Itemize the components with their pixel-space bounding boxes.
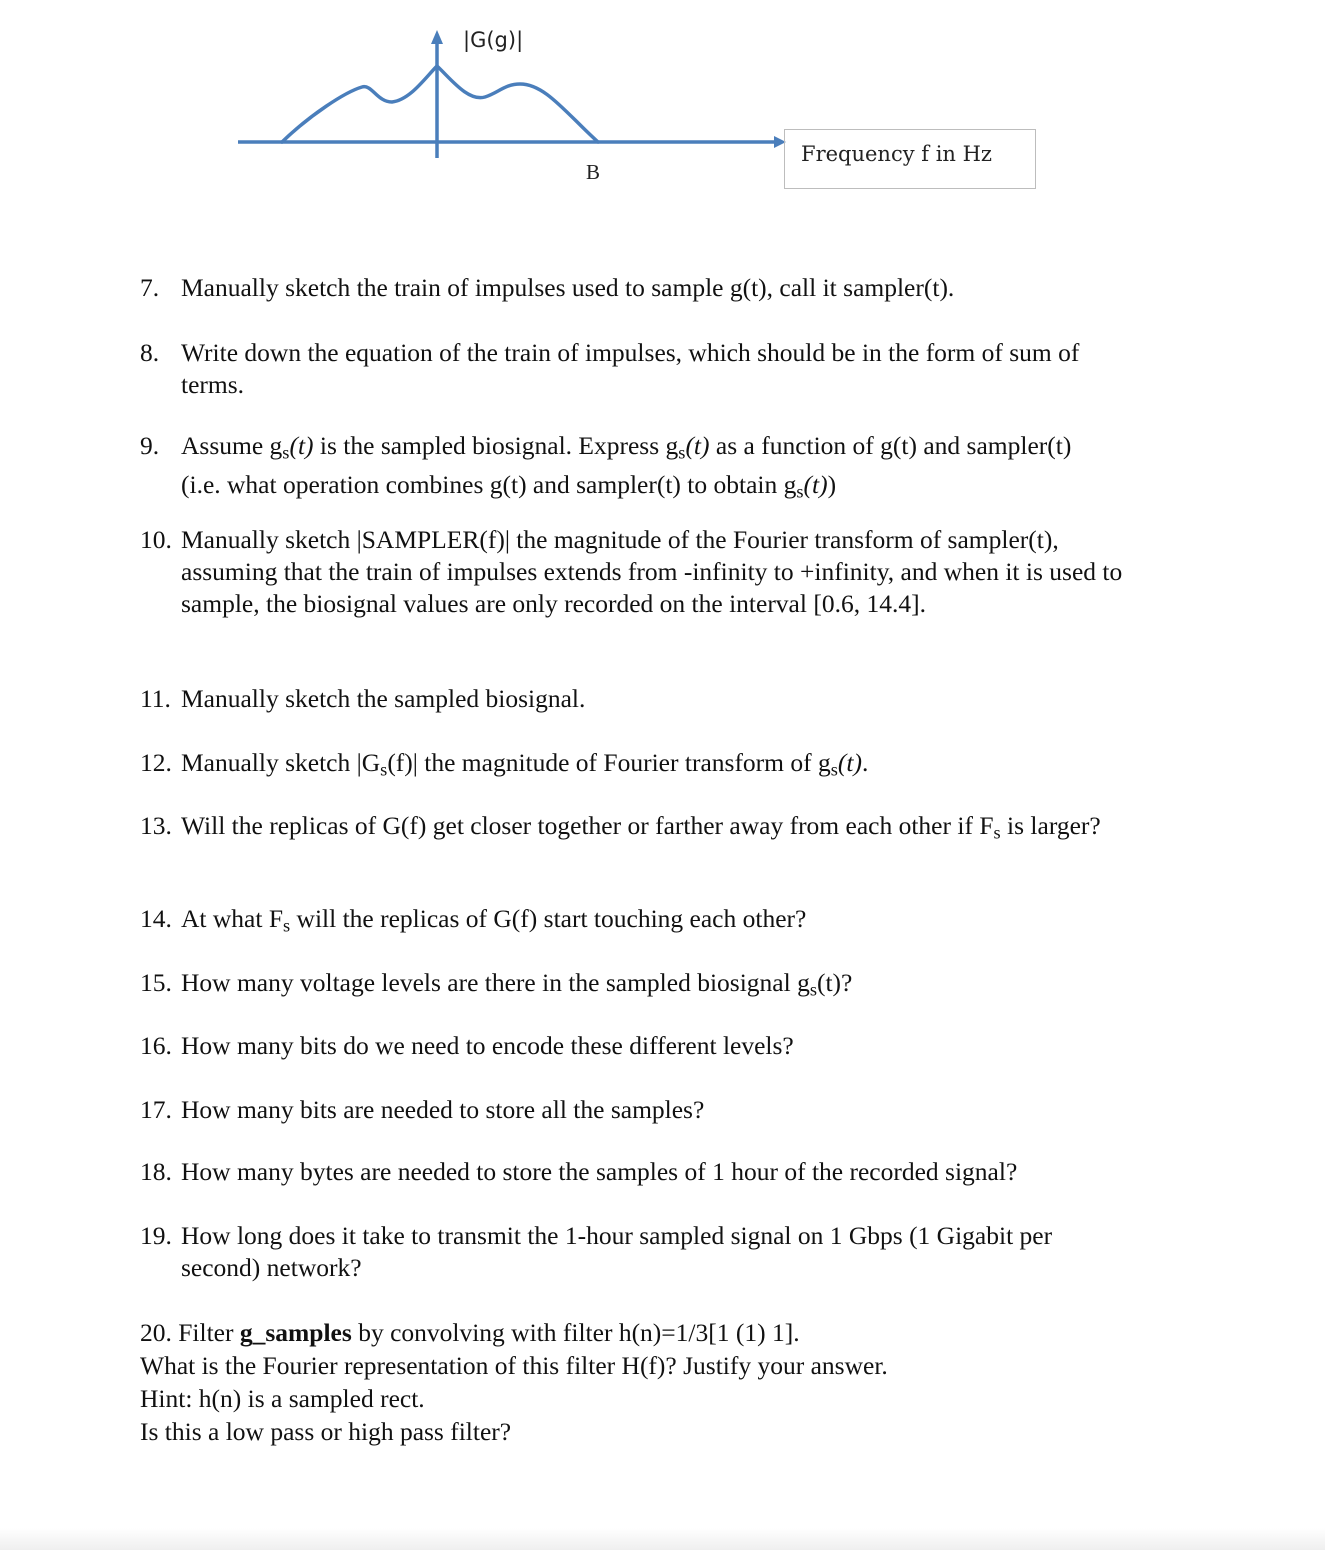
page-bottom-edge bbox=[0, 1528, 1325, 1550]
question-19 bbox=[140, 1220, 1125, 1284]
y-axis-arrowhead bbox=[431, 30, 443, 44]
question-number: 17. bbox=[140, 1095, 172, 1124]
question-20-hint: Hint: h(n) is a sampled rect. bbox=[140, 1384, 425, 1413]
question-14 bbox=[140, 903, 1150, 942]
question-text: Assume $g_s(t)$ is the sampled biosignal. Express $g_s(t)$ as a function of g(t) and sampler(t) (i.e. what operation combines g(t) and sampler(t) to obtain $g_s(t)$) bbox=[181, 431, 1072, 502]
question-number: 13. bbox=[140, 811, 172, 840]
question-number: 18. bbox=[140, 1157, 172, 1186]
question-text: Manually sketch $|G_s(f)|$ the magnitude of Fourier transform of $g_s(t)$. bbox=[181, 748, 869, 780]
question-17 bbox=[140, 1094, 1150, 1126]
question-15 bbox=[140, 967, 1150, 1006]
question-number: 15. bbox=[140, 968, 172, 997]
question-text: Manually sketch |SAMPLER(f)| the magnitude of the Fourier transform of sampler(t), assuming that the train of impulses extends from -infinity to +infinity, and when it is used to sample, the biosignal values are only recorded on the interval [0.6, 14.4]. bbox=[181, 525, 1123, 618]
question-10 bbox=[140, 524, 1130, 620]
question-number: 11. bbox=[140, 684, 171, 713]
question-12 bbox=[140, 747, 1150, 786]
question-text: How many voltage levels are there in the sampled biosignal $g_s(t)$? bbox=[181, 968, 853, 1000]
question-number: 9. bbox=[140, 431, 160, 460]
question-number: 19. bbox=[140, 1221, 172, 1250]
question-8 bbox=[140, 337, 1120, 401]
question-text: Manually sketch the sampled biosignal. bbox=[181, 684, 586, 713]
question-18 bbox=[140, 1156, 1200, 1188]
question-11 bbox=[140, 683, 1150, 715]
question-20-line-2: What is the Fourier representation of this filter H(f)? Justify your answer. bbox=[140, 1351, 888, 1380]
question-20 bbox=[140, 1316, 1240, 1448]
y-axis-label: |G(g)| bbox=[463, 28, 524, 52]
question-number: 20. bbox=[140, 1318, 172, 1347]
bandwidth-marker: B bbox=[586, 160, 601, 184]
question-text: How many bytes are needed to store the samples of 1 hour of the recorded signal? bbox=[181, 1157, 1018, 1186]
question-text: How long does it take to transmit the 1-hour sampled signal on 1 Gbps (1 Gigabit per second) network? bbox=[181, 1221, 1053, 1282]
question-number: 8. bbox=[140, 338, 160, 367]
question-text: Will the replicas of G(f) get closer together or farther away from each other if $F_s$ is larger? bbox=[181, 811, 1101, 843]
x-axis-label-box bbox=[784, 129, 1036, 189]
question-number: 14. bbox=[140, 904, 172, 933]
question-7 bbox=[140, 272, 1150, 304]
question-text: Manually sketch the train of impulses used to sample g(t), call it sampler(t). bbox=[181, 273, 955, 302]
question-number: 10. bbox=[140, 525, 172, 554]
question-9 bbox=[140, 430, 1090, 507]
question-13 bbox=[140, 810, 1150, 849]
question-text: How many bits are needed to store all the samples? bbox=[181, 1095, 705, 1124]
spectrum-diagram bbox=[0, 0, 1325, 200]
question-text: Write down the equation of the train of impulses, which should be in the form of sum of terms. bbox=[181, 338, 1080, 399]
question-20-line-4: Is this a low pass or high pass filter? bbox=[140, 1417, 512, 1446]
question-text: How many bits do we need to encode these different levels? bbox=[181, 1031, 794, 1060]
g-samples-variable: g_samples bbox=[239, 1318, 352, 1347]
x-axis-label: Frequency f in Hz bbox=[801, 142, 992, 166]
question-text: At what $F_s$ will the replicas of G(f) start touching each other? bbox=[181, 904, 807, 936]
question-16 bbox=[140, 1030, 1150, 1062]
question-number: 12. bbox=[140, 748, 172, 777]
question-number: 16. bbox=[140, 1031, 172, 1060]
spectrum-curve bbox=[282, 66, 598, 142]
question-20-line-1: 20. Filter g_samples by convolving with filter h(n)=1/3[1 (1) 1]. bbox=[140, 1318, 800, 1347]
question-number: 7. bbox=[140, 273, 160, 302]
